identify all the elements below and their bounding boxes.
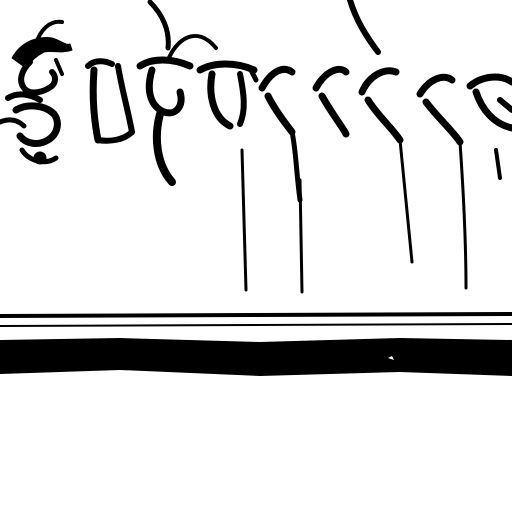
thin-rule-icon bbox=[0, 314, 512, 316]
thick-rule-icon bbox=[0, 338, 512, 376]
